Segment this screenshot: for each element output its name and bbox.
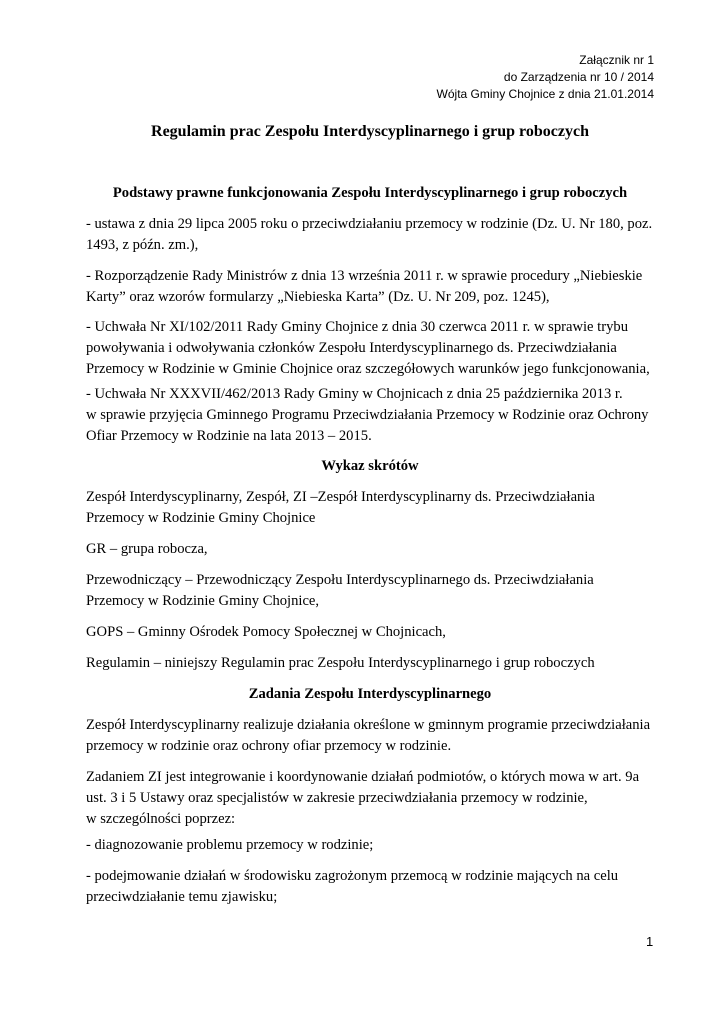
page-number: 1 — [646, 934, 654, 949]
legal-item: - ustawa z dnia 29 lipca 2005 roku o przeciwdziałaniu przemocy w rodzinie (Dz. U. Nr 180, poz. 1493, z późn. zm.), — [86, 216, 653, 253]
task-item: - podejmowanie działań w środowisku zagrożonym przemocą w rodzinie mających na celu przeciwdziałanie temu zjawisku; — [86, 868, 619, 905]
abbreviation-item: Regulamin – niniejszy Regulamin prac Zespołu Interdyscyplinarnego i grup roboczych — [86, 655, 595, 671]
legal-item: - Uchwała Nr XXXVII/462/2013 Rady Gminy w Chojnicach z dnia 25 października 2013 r. w sprawie przyjęcia Gminnego Programu Przeciwdziałania Przemocy w Rodzinie oraz Ochrony Ofiar Przemocy w Rodzinie na lata 2013 – 2015. — [86, 386, 649, 444]
document-title: Regulamin prac Zespołu Interdyscyplinarnego i grup roboczych — [151, 123, 589, 140]
header-line: Wójta Gminy Chojnice z dnia 21.01.2014 — [436, 87, 654, 101]
attachment-header — [437, 52, 654, 103]
tasks-heading: Zadania Zespołu Interdyscyplinarnego — [248, 686, 492, 702]
header-line: Załącznik nr 1 — [579, 53, 654, 67]
legal-item: - Uchwała Nr XI/102/2011 Rady Gminy Chojnice z dnia 30 czerwca 2011 r. w sprawie trybu powoływania i odwoływania członków Zespołu Interdyscyplinarnego ds. Przeciwdziałania Przemocy w Rodzinie w Gminie Chojnice oraz szczegółowych warunków jego funkcjonowania, — [86, 319, 650, 377]
abbreviations-heading: Wykaz skrótów — [321, 458, 419, 474]
abbreviation-item: Przewodniczący – Przewodniczący Zespołu Interdyscyplinarnego ds. Przeciwdziałania Przemocy w Rodzinie Gminy Chojnice, — [86, 572, 594, 609]
task-paragraph: Zadaniem ZI jest integrowanie i koordynowanie działań podmiotów, o których mowa w art. 9a ust. 3 i 5 Ustawy oraz specjalistów w zakresie przeciwdziałania przemocy w rodzinie, w szczególności poprzez: — [86, 769, 640, 827]
abbreviation-item: GR – grupa robocza, — [86, 541, 208, 557]
legal-basis-heading: Podstawy prawne funkcjonowania Zespołu Interdyscyplinarnego i grup roboczych — [112, 185, 628, 201]
task-item: - diagnozowanie problemu przemocy w rodzinie; — [86, 837, 374, 853]
legal-item: - Rozporządzenie Rady Ministrów z dnia 13 września 2011 r. w sprawie procedury „Niebieskie Karty” oraz wzorów formularzy „Niebieska Karta” (Dz. U. Nr 209, poz. 1245), — [86, 268, 643, 305]
abbreviation-item: Zespół Interdyscyplinarny, Zespół, ZI –Zespół Interdyscyplinarny ds. Przeciwdziałania Przemocy w Rodzinie Gminy Chojnice — [86, 489, 595, 526]
task-paragraph: Zespół Interdyscyplinarny realizuje działania określone w gminnym programie przeciwdziałania przemocy w rodzinie oraz ochrony ofiar przemocy w rodzinie. — [86, 717, 651, 754]
abbreviation-item: GOPS – Gminny Ośrodek Pomocy Społecznej w Chojnicach, — [86, 624, 446, 640]
header-line: do Zarządzenia nr 10 / 2014 — [503, 70, 654, 84]
